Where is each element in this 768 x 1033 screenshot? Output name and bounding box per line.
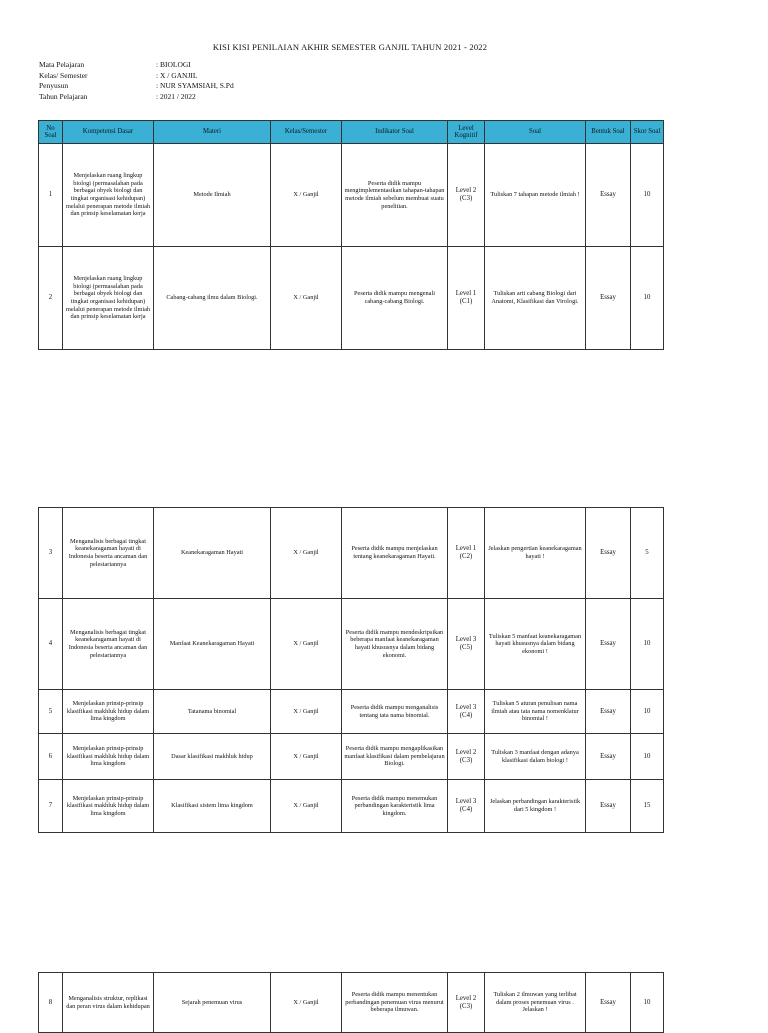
cell-level: Level 1 (C2) [448,508,485,599]
cell-kompetensi: Menjelaskan prinsip-prinsip klasifikasi makhluk hidup dalam lima kingdom [63,780,154,833]
cell-level: Level 2 (C3) [448,734,485,780]
kisi-table-page-2 [38,507,664,833]
meta-label: Penyusun [39,81,69,90]
cell-soal: Jelaskan pengertian keanekaragaman hayati ! [485,508,586,599]
cell-bentuk: Essay [586,690,631,734]
cell-kelas: X / Ganjil [271,973,342,1033]
cell-skor: 10 [631,247,664,350]
cell-kelas: X / Ganjil [271,690,342,734]
cell-no: 2 [39,247,63,350]
meta-value: : NUR SYAMSIAH, S.Pd [156,81,234,90]
table-row [39,247,664,350]
cell-bentuk: Essay [586,144,631,247]
cell-kompetensi: Menjelaskan prinsip-prinsip klasifikasi makhluk hidup dalam lima kingdom [63,734,154,780]
cell-kompetensi: Menjelaskan prinsip-prinsip klasifikasi makhluk hidup dalam lima kingdom [63,690,154,734]
cell-no: 3 [39,508,63,599]
cell-indikator: Peserta didik mampu mengenali cabang-cabang Biologi. [342,247,448,350]
cell-indikator: Peserta didik mampu mengaplikasikan manfaat klasifikasi dalam pembelajaran Biologi. [342,734,448,780]
cell-materi: Manfaat Keanekaragaman Hayati [154,599,271,690]
meta-label: Tahun Pelajaran [39,91,88,101]
cell-level: Level 3 (C4) [448,780,485,833]
table-row [39,599,664,690]
cell-kelas: X / Ganjil [271,734,342,780]
header-materi: Materi [154,121,271,144]
cell-indikator: Peserta didik mampu menjelaskan tentang keanekaragaman Hayati. [342,508,448,599]
cell-kompetensi: Menganalisis berbagai tingkat keanekaragaman hayati di Indonesia beserta ancaman dan pelestariannya [63,508,154,599]
cell-indikator: Peserta didik mampu mendeskripsikan beberapa manfaat keanekaragaman hayati khususnya dalam bidang ekonomi. [342,599,448,690]
cell-bentuk: Essay [586,247,631,350]
meta-row-class [39,71,234,82]
header-level: Level Kognitif [448,121,485,144]
meta-value: : 2021 / 2022 [156,91,196,101]
cell-kelas: X / Ganjil [271,780,342,833]
meta-row-year [39,92,234,103]
cell-kompetensi: Menjelaskan ruang lingkup biologi (permasalahan pada berbagai obyek biologi dan tingkat organisasi kehidupan) melalui penerapan metode ilmiah dan prinsip keselamatan kerja [63,144,154,247]
cell-soal: Tuliskan 7 tahapan metode ilmiah ! [485,144,586,247]
cell-no: 7 [39,780,63,833]
cell-soal: Jelaskan perbandingan karakteristik dari 5 kingdom ! [485,780,586,833]
cell-materi: Cabang-cabang ilmu dalam Biologi. [154,247,271,350]
cell-soal: Tuliskan 2 ilmuwan yang terlibat dalam proses penemuan virus . Jelaskan ! [485,973,586,1033]
cell-skor: 10 [631,599,664,690]
cell-skor: 10 [631,734,664,780]
table-row [39,734,664,780]
cell-materi: Dasar klasifikasi makhluk hidup [154,734,271,780]
table-row [39,780,664,833]
table-row [39,508,664,599]
cell-no: 5 [39,690,63,734]
meta-value: : BIOLOGI [156,60,191,69]
header-indikator: Indikator Soal [342,121,448,144]
cell-skor: 10 [631,973,664,1033]
header-kelas: Kelas/Semester [271,121,342,144]
meta-label: Kelas/ Semester [39,70,88,80]
cell-no: 1 [39,144,63,247]
cell-materi: Tatanama binomial [154,690,271,734]
meta-row-author [39,81,234,92]
table-row [39,144,664,247]
cell-soal: Tuliskan 3 manfaat dengan adanya klasifikasi dalam biologi ! [485,734,586,780]
cell-indikator: Peserta didik mampu menemukan perbandingan karakteristik lima kingdom. [342,780,448,833]
cell-bentuk: Essay [586,599,631,690]
cell-kompetensi: Menganalisis berbagai tingkat keanekaragaman hayati di Indonesia beserta ancaman dan pelestariannya [63,599,154,690]
header-kompetensi: Kompetensi Dasar [63,121,154,144]
cell-indikator: Peserta didik mampu mengimplementasikan tahapan-tahapan metode ilmiah sebelum membuat suatu penelitian. [342,144,448,247]
meta-row-subject [39,60,234,71]
header-no: No Soal [39,121,63,144]
cell-kelas: X / Ganjil [271,144,342,247]
document-meta [39,60,234,102]
cell-bentuk: Essay [586,780,631,833]
cell-level: Level 2 (C3) [448,973,485,1033]
cell-kelas: X / Ganjil [271,508,342,599]
header-bentuk: Bentuk Soal [586,121,631,144]
meta-value: : X / GANJIL [156,70,198,80]
cell-level: Level 3 (C4) [448,690,485,734]
meta-label: Mata Pelajaran [39,60,85,69]
cell-materi: Keanekaragaman Hayati [154,508,271,599]
cell-materi: Sejarah penemuan virus [154,973,271,1033]
cell-bentuk: Essay [586,973,631,1033]
cell-soal: Tuliskan 5 aturan penulisan nama ilmiah atau tata nama nomenklatur binomial ! [485,690,586,734]
cell-skor: 10 [631,144,664,247]
header-skor: Skor Soal [631,121,664,144]
cell-materi: Metode Ilmiah [154,144,271,247]
cell-no: 6 [39,734,63,780]
cell-skor: 5 [631,508,664,599]
cell-kelas: X / Ganjil [271,247,342,350]
cell-soal: Tuliskan arti cabang Biologi dari Anatomi, Klasifikasi dan Virologi. [485,247,586,350]
cell-kelas: X / Ganjil [271,599,342,690]
cell-bentuk: Essay [586,508,631,599]
cell-indikator: Peserta didik mampu menentukan perbandingan penemuan virus menurut beberapa ilmuwan. [342,973,448,1033]
table-row [39,690,664,734]
cell-kompetensi: Menganalisis struktur, replikasi dan peran virus dalam kehidupan [63,973,154,1033]
table-header-row [39,121,664,144]
cell-kompetensi: Menjelaskan ruang lingkup biologi (permasalahan pada berbagai obyek biologi dan tingkat organisasi kehidupan) melalui penerapan metode ilmiah dan prinsip keselamatan kerja [63,247,154,350]
header-soal: Soal [485,121,586,144]
cell-level: Level 2 (C3) [448,144,485,247]
cell-skor: 15 [631,780,664,833]
cell-indikator: Peserta didik mampu menganalisis tentang tata nama binomial. [342,690,448,734]
cell-level: Level 3 (C5) [448,599,485,690]
cell-skor: 10 [631,690,664,734]
cell-materi: Klasifikasi sistem lima kingdom [154,780,271,833]
cell-soal: Tuliskan 5 manfaat keanekaragaman hayati khususnya dalam bidang ekonomi ! [485,599,586,690]
kisi-table-page-1 [38,120,664,350]
cell-no: 8 [39,973,63,1033]
cell-level: Level 1 (C1) [448,247,485,350]
cell-no: 4 [39,599,63,690]
document-title: KISI KISI PENILAIAN AKHIR SEMESTER GANJIL TAHUN 2021 - 2022 [212,42,488,52]
cell-bentuk: Essay [586,734,631,780]
